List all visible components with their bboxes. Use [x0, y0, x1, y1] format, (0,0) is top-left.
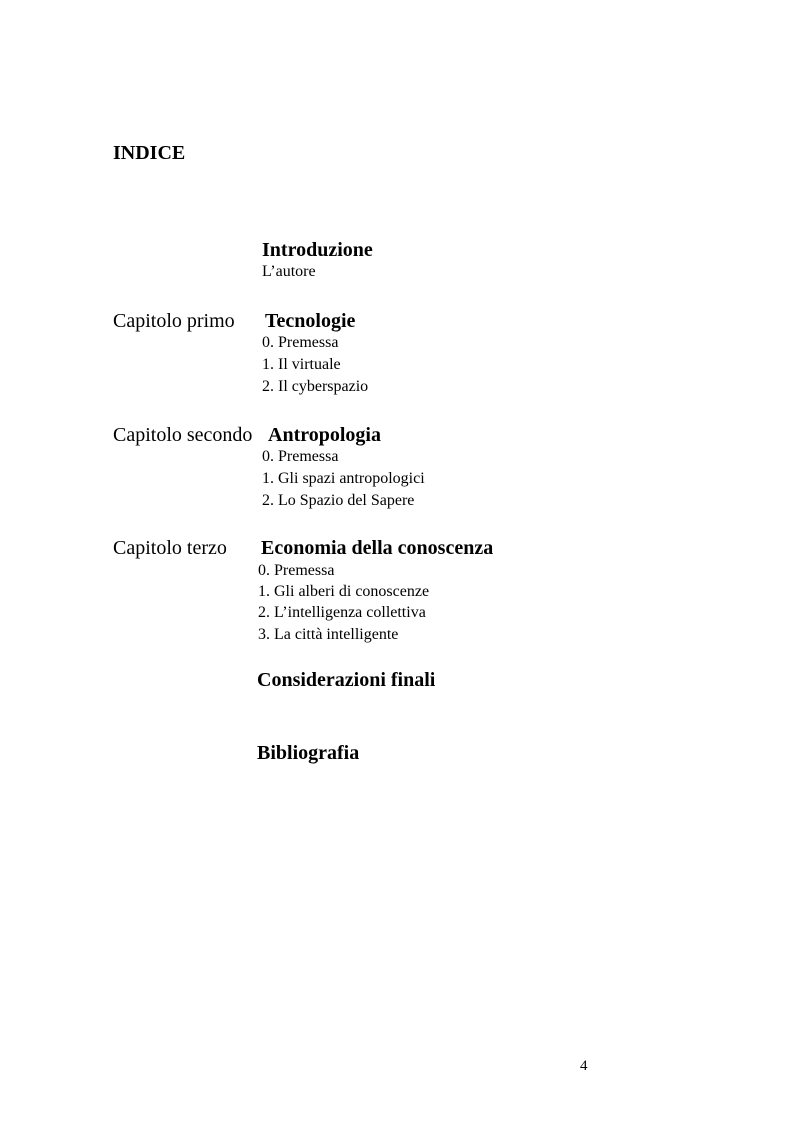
intro-title: Introduzione — [262, 239, 373, 261]
index-title: INDICE — [113, 142, 186, 164]
chapter-2-item-0: 0. Premessa — [262, 448, 339, 465]
chapter-3-item-1: 1. Gli alberi di conoscenze — [258, 583, 430, 600]
chapter-2-title: Antropologia — [268, 424, 381, 446]
chapter-3-title: Economia della conoscenza — [261, 537, 494, 559]
chapter-1-title: Tecnologie — [265, 310, 356, 332]
chapter-3-item-0: 0. Premessa — [258, 562, 335, 579]
chapter-1-item-0: 0. Premessa — [262, 334, 339, 351]
bibliography-title: Bibliografia — [257, 742, 360, 764]
page-number: 4 — [580, 1058, 588, 1074]
chapter-3-item-3: 3. La città intelligente — [258, 626, 399, 643]
chapter-1-item-1: 1. Il virtuale — [262, 356, 341, 373]
chapter-3-label: Capitolo terzo — [113, 537, 227, 559]
final-considerations-title: Considerazioni finali — [257, 669, 436, 691]
chapter-1-item-2: 2. Il cyberspazio — [262, 378, 369, 395]
chapter-2-label: Capitolo secondo — [113, 424, 253, 446]
chapter-2-item-2: 2. Lo Spazio del Sapere — [262, 492, 415, 509]
intro-item-author: L’autore — [262, 263, 316, 280]
chapter-3-item-2: 2. L’intelligenza collettiva — [258, 604, 426, 621]
chapter-1-label: Capitolo primo — [113, 310, 235, 332]
chapter-2-item-1: 1. Gli spazi antropologici — [262, 470, 425, 487]
